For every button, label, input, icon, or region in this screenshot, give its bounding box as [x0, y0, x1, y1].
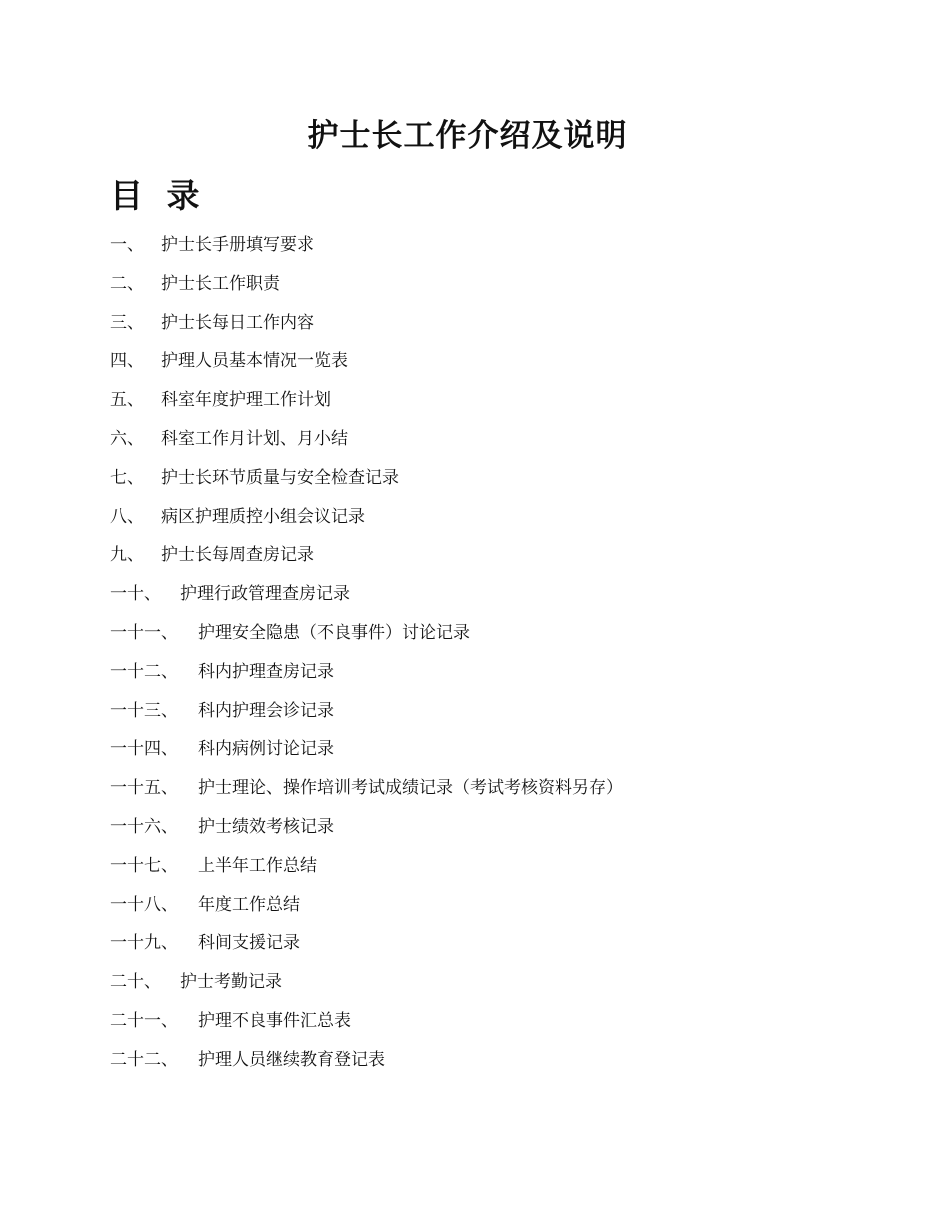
toc-item [110, 265, 623, 304]
toc-item-number: 二十二、 [110, 1049, 178, 1070]
toc-item [110, 381, 623, 420]
toc-item-text: 护士长手册填写要求 [161, 235, 314, 255]
toc-item [110, 1041, 623, 1080]
toc-item-text: 科间支援记录 [198, 933, 300, 954]
toc-item-number: 一十九、 [110, 933, 178, 954]
toc-item-number: 一十四、 [110, 739, 178, 760]
toc-item-text: 护士绩效考核记录 [198, 816, 334, 837]
toc-item [110, 498, 623, 537]
toc-item [110, 459, 623, 498]
toc-item-text: 护士长工作职责 [161, 273, 280, 294]
toc-item-number: 三、 [110, 312, 144, 333]
toc-item-text: 护士理论、操作培训考试成绩记录（考试考核资料另存） [198, 778, 623, 799]
toc-item-number: 八、 [110, 506, 144, 527]
toc-item-number: 二十一、 [110, 1010, 178, 1031]
toc-item-text: 护士长每周查房记录 [161, 545, 314, 566]
toc-item [110, 304, 623, 343]
toc-item-text: 护理人员继续教育登记表 [198, 1049, 385, 1070]
toc-item [110, 1002, 623, 1041]
table-of-contents [110, 226, 623, 1080]
toc-item-text: 年度工作总结 [198, 894, 300, 915]
toc-item-number: 一十一、 [110, 622, 178, 643]
toc-item-number: 五、 [110, 390, 144, 411]
toc-item [110, 342, 623, 381]
toc-item-number: 二十、 [110, 972, 161, 993]
toc-item-text: 护士长环节质量与安全检查记录 [161, 467, 399, 488]
toc-heading: 目 录 [110, 176, 206, 215]
toc-item-text: 上半年工作总结 [198, 855, 317, 876]
toc-item [110, 653, 623, 692]
toc-item-text: 科内病例讨论记录 [198, 739, 334, 760]
toc-item-number: 一十五、 [110, 778, 178, 799]
toc-item [110, 614, 623, 653]
toc-item-text: 护理安全隐患（不良事件）讨论记录 [198, 622, 470, 643]
toc-item-text: 护士长每日工作内容 [161, 312, 314, 333]
toc-item [110, 886, 623, 925]
toc-item-number: 一十二、 [110, 661, 178, 682]
toc-item [110, 575, 623, 614]
toc-item-number: 九、 [110, 545, 144, 566]
toc-item-number: 六、 [110, 428, 144, 449]
toc-item-number: 一十八、 [110, 894, 178, 915]
toc-item-text: 科室工作月计划、月小结 [161, 428, 348, 449]
toc-item-number: 二、 [110, 273, 144, 294]
toc-item-number: 七、 [110, 467, 144, 488]
toc-item-text: 护理行政管理查房记录 [180, 584, 350, 605]
toc-item [110, 769, 623, 808]
toc-item [110, 924, 623, 963]
toc-item [110, 226, 623, 265]
toc-item-text: 病区护理质控小组会议记录 [161, 506, 365, 527]
toc-item [110, 692, 623, 731]
toc-item-number: 一、 [110, 235, 144, 255]
toc-item-text: 科室年度护理工作计划 [161, 390, 331, 411]
toc-item-number: 一十六、 [110, 816, 178, 837]
toc-item-number: 一十、 [110, 584, 161, 605]
toc-item-number: 一十七、 [110, 855, 178, 876]
toc-item [110, 536, 623, 575]
toc-item-text: 科内护理会诊记录 [198, 700, 334, 721]
document-title: 护士长工作介绍及说明 [307, 118, 628, 154]
toc-item-text: 科内护理查房记录 [198, 661, 334, 682]
toc-item [110, 847, 623, 886]
toc-item-text: 护理不良事件汇总表 [198, 1010, 351, 1031]
toc-item [110, 963, 623, 1002]
toc-item-number: 一十三、 [110, 700, 178, 721]
toc-item-text: 护理人员基本情况一览表 [161, 351, 348, 372]
toc-item [110, 420, 623, 459]
toc-item-text: 护士考勤记录 [180, 972, 282, 993]
toc-item [110, 730, 623, 769]
toc-item [110, 808, 623, 847]
toc-item-number: 四、 [110, 351, 144, 372]
